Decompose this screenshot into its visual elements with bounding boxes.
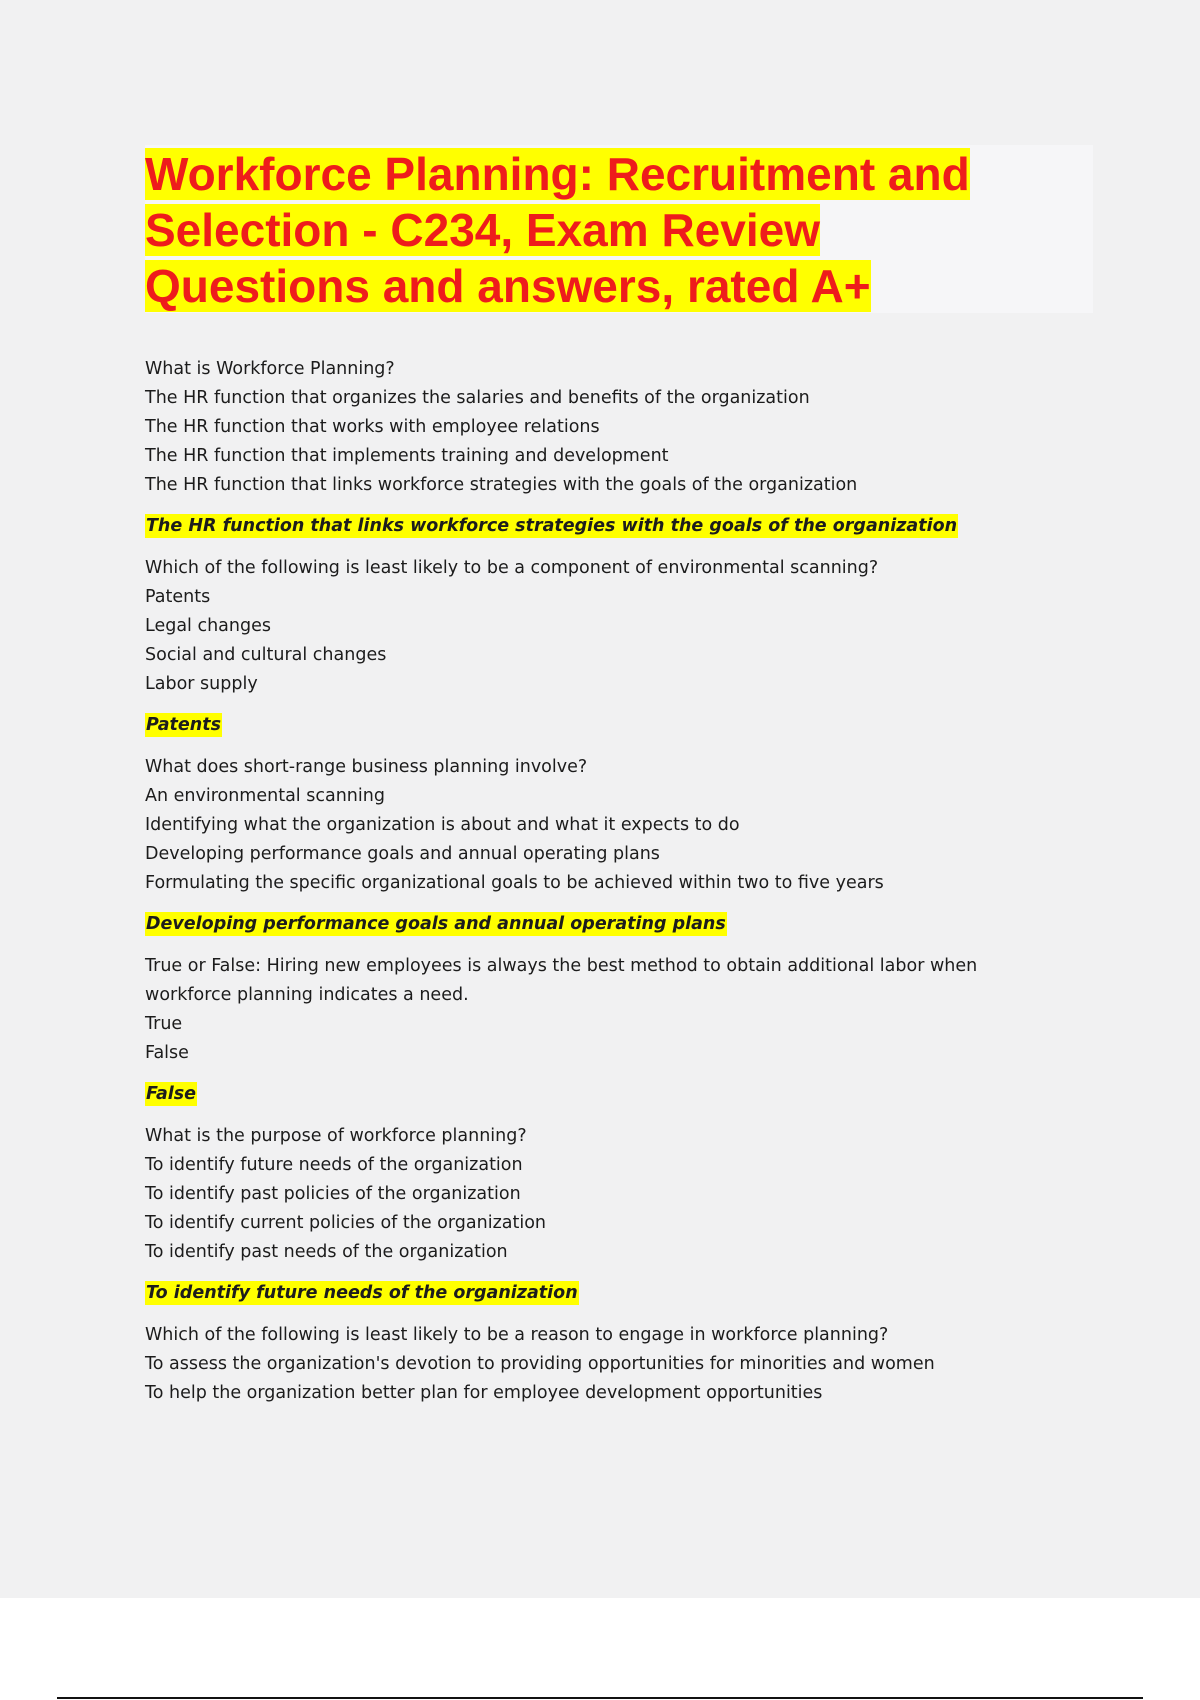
option-text: Legal changes: [145, 616, 271, 636]
option-text: The HR function that works with employee relations: [145, 417, 600, 437]
option-text: To identify future needs of the organization: [145, 1155, 523, 1175]
option-text: To identify past policies of the organization: [145, 1184, 521, 1204]
question-text: True or False: Hiring new employees is always the best method to obtain additional labor when: [145, 956, 978, 976]
answer: [145, 712, 1045, 738]
option-text: To identify current policies of the organization: [145, 1213, 546, 1233]
option-text: The HR function that implements training and development: [145, 446, 669, 466]
answer-highlight: Patents: [146, 715, 221, 735]
question-text: What is Workforce Planning?: [145, 359, 395, 379]
question-text: Which of the following is least likely to be a component of environmental scanning?: [145, 558, 879, 578]
answer: [145, 513, 1045, 539]
title-line: Questions and answers, rated A+: [145, 260, 871, 312]
question-block: [145, 1122, 1045, 1306]
title-line: Selection - C234, Exam Review: [145, 204, 820, 256]
question-text: workforce planning indicates a need.: [145, 985, 469, 1005]
option-text: True: [145, 1014, 183, 1034]
question-text: What is the purpose of workforce planning?: [145, 1126, 527, 1146]
option-text: Developing performance goals and annual operating plans: [145, 844, 660, 864]
question-text: Which of the following is least likely to be a reason to engage in workforce planning?: [145, 1325, 889, 1345]
question-block: [145, 753, 1045, 937]
option-text: To help the organization better plan for employee development opportunities: [145, 1383, 823, 1403]
question-block: [145, 952, 1045, 1107]
question-block: [145, 1321, 1045, 1408]
option-text: To identify past needs of the organization: [145, 1242, 508, 1262]
option-text: False: [145, 1043, 189, 1063]
question-text: What does short-range business planning involve?: [145, 757, 588, 777]
option-text: Social and cultural changes: [145, 645, 387, 665]
footer-divider: [57, 1697, 1143, 1699]
questions-list: [145, 355, 1045, 1408]
option-text: An environmental scanning: [145, 786, 385, 806]
answer-highlight: To identify future needs of the organization: [146, 1283, 578, 1303]
answer-highlight: The HR function that links workforce strategies with the goals of the organization: [146, 516, 958, 536]
answer-highlight: False: [146, 1084, 197, 1104]
option-text: Labor supply: [145, 674, 258, 694]
option-text: The HR function that links workforce strategies with the goals of the organization: [145, 475, 858, 495]
option-text: Patents: [145, 587, 211, 607]
question-block: [145, 554, 1045, 738]
answer: [145, 911, 1045, 937]
option-text: To assess the organization's devotion to providing opportunities for minorities and women: [145, 1354, 935, 1374]
document-title: [145, 146, 1045, 314]
question-block: [145, 355, 1045, 539]
title-line: Workforce Planning: Recruitment and: [145, 148, 970, 200]
answer: [145, 1081, 1045, 1107]
answer-highlight: Developing performance goals and annual operating plans: [146, 914, 726, 934]
answer: [145, 1280, 1045, 1306]
option-text: Identifying what the organization is about and what it expects to do: [145, 815, 740, 835]
option-text: Formulating the specific organizational goals to be achieved within two to five years: [145, 873, 884, 893]
option-text: The HR function that organizes the salaries and benefits of the organization: [145, 388, 810, 408]
